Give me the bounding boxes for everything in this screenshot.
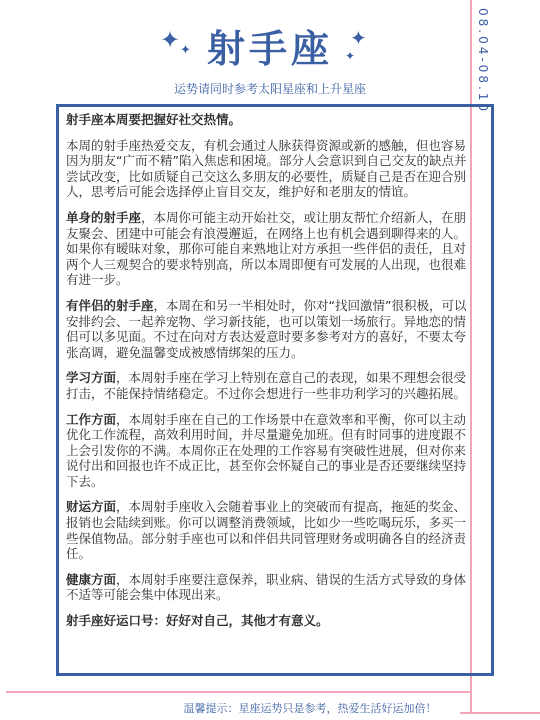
section-single [66,210,476,288]
section-wealth [66,499,476,561]
lucky-slogan: 射手座好运口号：好好对自己，其他才有意义。 [66,613,329,629]
date-range: 08.04-08.10 [476,8,490,115]
section-label: 有伴侣的射手座 [66,297,154,313]
decor-pink-horizontal-line [6,691,472,693]
section-text: ，本周在和另一半相处时，你对“找回激情”很积极，可以安排约会、一起养宠物、学习新技能，也可以策划一场旅行。异地恋的情侣可以多见面。不过在向对方表达爱意时要多参考对方的喜好，不要太夸张高调，避免温馨变成被感情绑架的压力。 [66,297,467,360]
section-text: ，本周射手座收入会随着事业上的突破而有提高，拖延的奖金、报销也会陆续到账。你可以调整消费领域，比如少一些吃喝玩乐，多买一些保值物品。部分射手座也可以和伴侣共同管理财务或明确各自的经济责任。 [66,499,467,562]
section-couple [66,298,476,360]
sparkle-icon: ✦ [180,43,191,58]
section-text: ，本周射手座在学习上特别在意自己的表现，如果不理想会很受打击，不能保持情绪稳定。不过你会想进行一些非功利学习的兴趣拓展。 [66,370,467,401]
section-text: ，本周你可能主动开始社交，或让朋友帮忙介绍新人，在朋友聚会、团建中可能会有浪漫邂逅，在网络上也有机会遇到聊得来的人。如果你有暧昧对象，那你可能自来熟地让对方承担一些伴侣的责任，且对两个人三观契合的要求特别高，所以本周即便有可发展的人出现，也很难有进一步。 [66,209,467,288]
sparkle-icon: ✦ [350,26,367,50]
section-text: ，本周射手座要注意保养，职业病、错误的生活方式导致的身体不适等可能会集中体现出来。 [66,571,467,603]
page-subtitle: 运势请同时参考太阳星座和上升星座 [173,82,366,96]
section-study [66,370,476,401]
intro-paragraph: 本周的射手座热爱交友，有机会通过人脉获得资源或新的感触，但也容易因为朋友“广而不精”陷入焦虑和困境。部分人会意识到自己交友的缺点并尝试改变，比如质疑自己交这么多朋友的必要性，质疑自己是否在迎合别人，思考后可能会选择停止盲目交友，维护好和老朋友的情谊。 [66,137,467,200]
section-label: 财运方面 [66,499,117,515]
page-title: 射手座 [206,27,333,71]
section-health [66,572,476,603]
decor-pink-corner-line [460,712,540,714]
intro-heading: 射手座本周要把握好社交热情。 [66,112,242,127]
sparkle-icon: ✦ [345,49,356,63]
section-label: 学习方面 [66,370,117,386]
horoscope-content [66,112,476,639]
section-label: 工作方面 [66,411,117,427]
section-work [66,412,476,490]
footer-tip: 温馨提示：星座运势只是参考，热爱生活好运加倍！ [183,702,437,715]
sparkle-icon: ✦ [160,26,181,54]
section-label: 健康方面 [66,571,117,587]
section-text: ，本周射手座在自己的工作场景中在意效率和平衡，你可以主动优化工作流程，高效利用时间，并尽量避免加班。但有时同事的进度跟不上会引发你的不满。本周你正在处理的工作容易有突破性进展，但对你来说付出和回报也许不成正比，甚至你会怀疑自己的事业是否还要继续坚持下去。 [66,411,467,489]
section-label: 单身的射手座 [66,209,142,225]
